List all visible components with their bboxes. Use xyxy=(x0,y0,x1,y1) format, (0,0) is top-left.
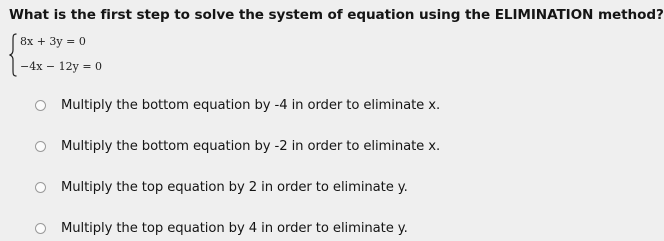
answer-options xyxy=(35,95,555,239)
answer-option-label: Multiply the top equation by 4 in order to eliminate y. xyxy=(61,221,408,236)
equation-bottom: −4x − 12y = 0 xyxy=(20,60,103,73)
equation-system xyxy=(8,33,102,77)
radio-button-1[interactable] xyxy=(35,100,46,111)
radio-button-3[interactable] xyxy=(35,182,46,193)
answer-option-label: Multiply the bottom equation by -2 in order to eliminate x. xyxy=(61,139,441,154)
answer-option-4[interactable] xyxy=(35,218,555,239)
answer-option-3[interactable] xyxy=(35,177,555,198)
answer-option-label: Multiply the bottom equation by -4 in order to eliminate x. xyxy=(61,98,441,113)
equation-top: 8x + 3y = 0 xyxy=(20,35,86,48)
radio-button-4[interactable] xyxy=(35,223,46,234)
left-brace-icon xyxy=(8,33,18,77)
answer-option-2[interactable] xyxy=(35,136,555,157)
question-text: What is the first step to solve the system of equation using the ELIMINATION method? xyxy=(9,7,664,23)
answer-option-label: Multiply the top equation by 2 in order to eliminate y. xyxy=(61,180,408,195)
answer-option-1[interactable] xyxy=(35,95,555,116)
radio-button-2[interactable] xyxy=(35,141,46,152)
